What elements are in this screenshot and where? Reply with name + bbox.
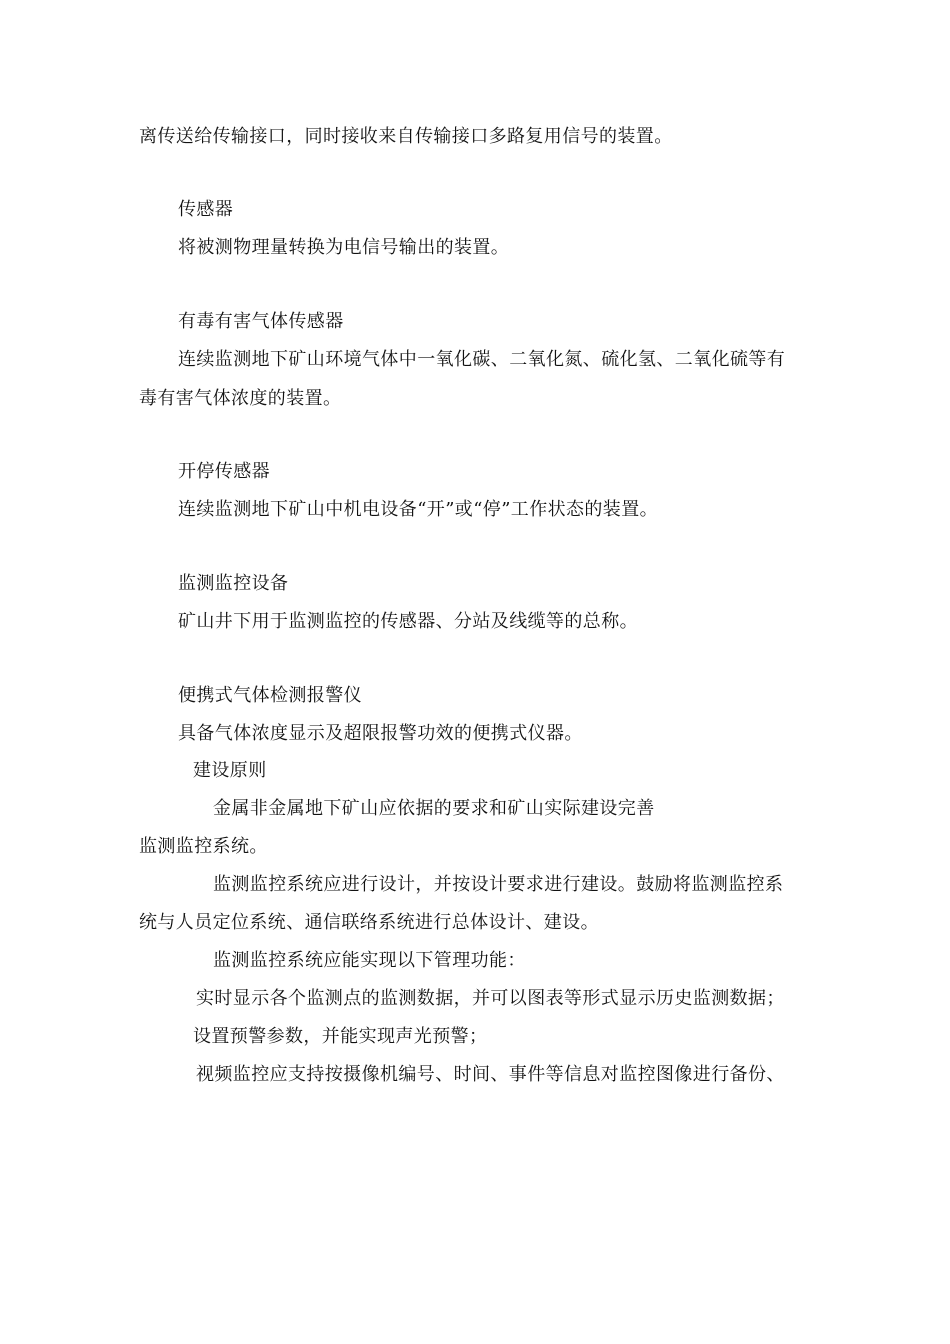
paragraph-line: 金属非金属地下矿山应依据的要求和矿山实际建设完善 bbox=[213, 798, 655, 819]
term-heading: 便携式气体检测报警仪 bbox=[178, 685, 362, 706]
list-item: 视频监控应支持按摄像机编号、时间、事件等信息对监控图像进行备份、 bbox=[196, 1064, 785, 1085]
term-heading: 开停传感器 bbox=[178, 461, 270, 482]
list-item: 实时显示各个监测点的监测数据，并可以图表等形式显示历史监测数据； bbox=[196, 988, 785, 1009]
term-definition: 连续监测地下矿山环境气体中一氧化碳、二氧化氮、硫化氢、二氧化硫等有 bbox=[178, 349, 786, 370]
list-item: 设置预警参数，并能实现声光预警； bbox=[193, 1026, 488, 1047]
term-heading: 有毒有害气体传感器 bbox=[178, 311, 344, 332]
paragraph-line: 监测监控系统应能实现以下管理功能： bbox=[213, 950, 526, 971]
term-definition: 连续监测地下矿山中机电设备“开”或“停”工作状态的装置。 bbox=[178, 499, 659, 520]
paragraph-line: 离传送给传输接口，同时接收来自传输接口多路复用信号的装置。 bbox=[139, 126, 673, 147]
paragraph-line-continued: 统与人员定位系统、通信联络系统进行总体设计、建设。 bbox=[139, 912, 599, 933]
paragraph-line: 监测监控系统应进行设计，并按设计要求进行建设。鼓励将监测监控系 bbox=[213, 874, 784, 895]
term-definition: 将被测物理量转换为电信号输出的装置。 bbox=[178, 237, 510, 258]
section-heading: 建设原则 bbox=[193, 760, 267, 781]
term-heading: 传感器 bbox=[178, 199, 234, 220]
term-heading: 监测监控设备 bbox=[178, 573, 289, 594]
term-definition: 具备气体浓度显示及超限报警功效的便携式仪器。 bbox=[178, 723, 583, 744]
paragraph-line-continued: 监测监控系统。 bbox=[139, 836, 268, 857]
term-definition: 矿山井下用于监测监控的传感器、分站及线缆等的总称。 bbox=[178, 611, 638, 632]
term-definition-continued: 毒有害气体浓度的装置。 bbox=[139, 388, 342, 409]
